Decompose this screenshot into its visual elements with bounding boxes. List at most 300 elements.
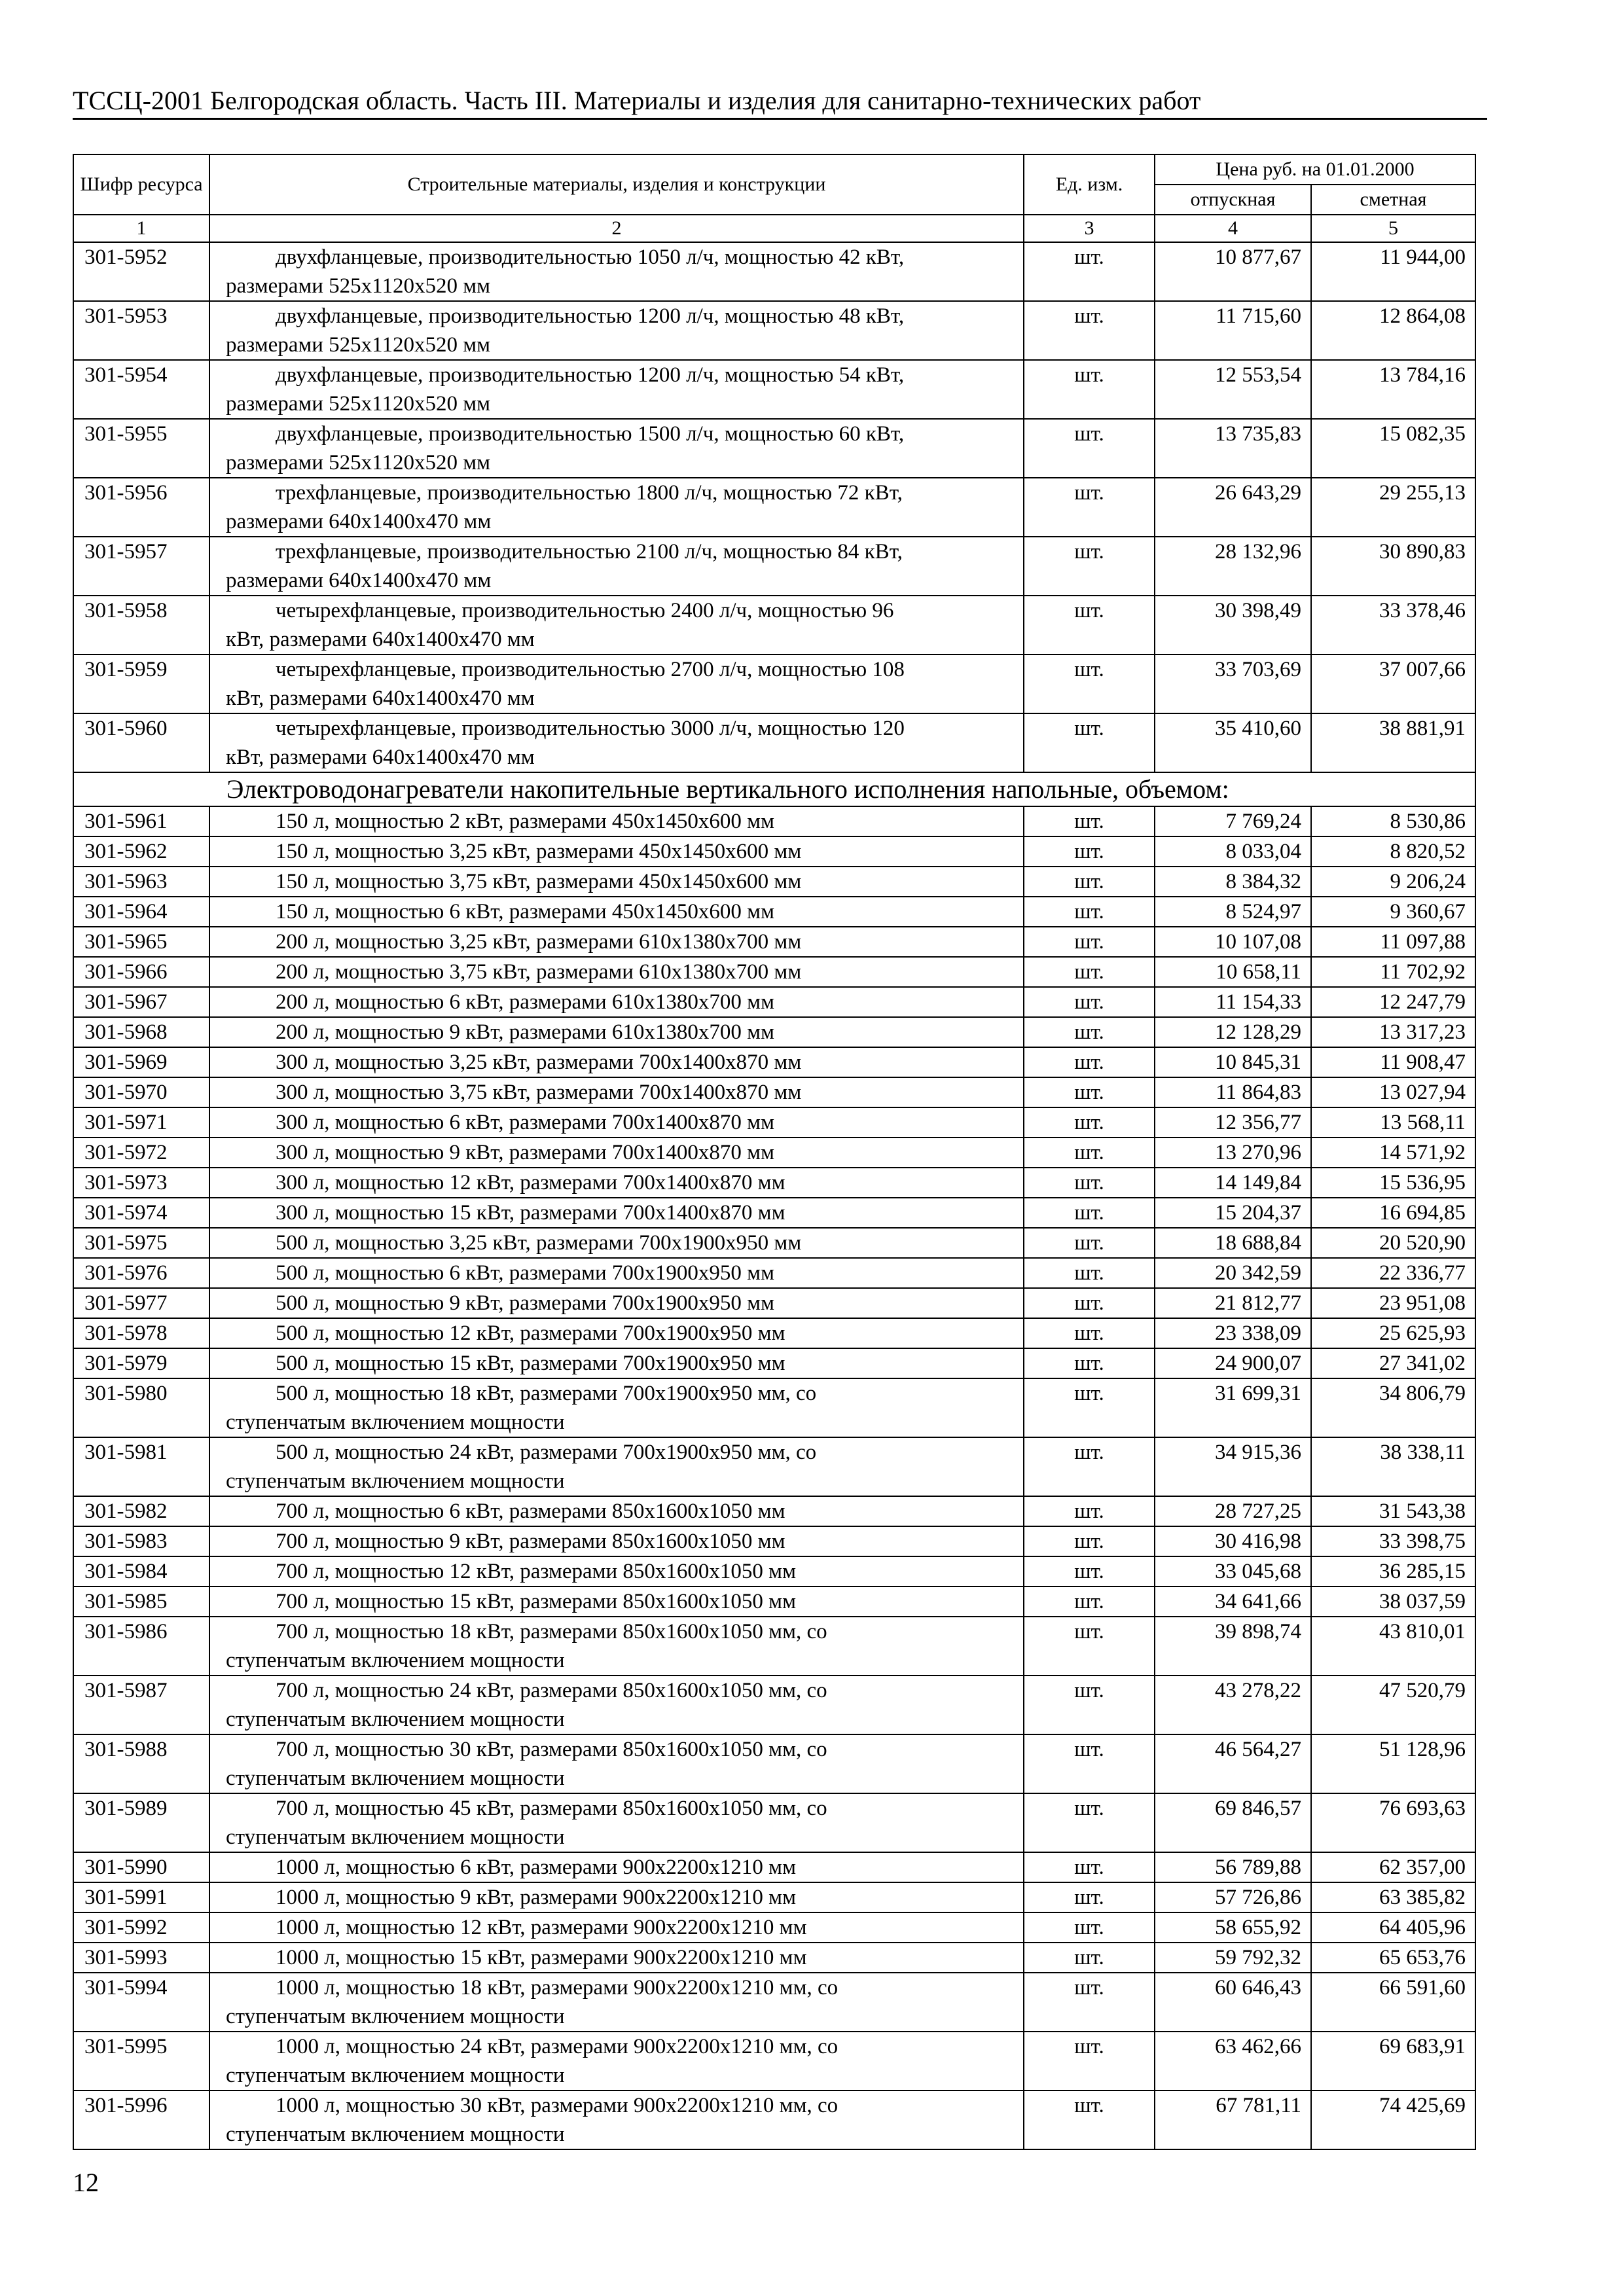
release-price: 31 699,31: [1155, 1378, 1311, 1437]
unit-of-measure: шт.: [1024, 1107, 1155, 1138]
description-line: размерами 525х1120х520 мм: [226, 274, 490, 298]
estimate-price: 31 543,38: [1311, 1496, 1475, 1526]
table-row: [73, 478, 1475, 537]
item-description: [209, 1258, 1024, 1288]
release-price: 63 462,66: [1155, 2032, 1311, 2090]
table-row: [73, 1676, 1475, 1734]
estimate-price: 37 007,66: [1311, 655, 1475, 713]
description-line: 150 л, мощностью 6 кВт, размерами 450х1450х600 мм: [276, 900, 774, 924]
item-description: [209, 1107, 1024, 1138]
release-price: 10 877,67: [1155, 242, 1311, 301]
resource-code: 301-5963: [73, 867, 209, 897]
table-row: [73, 1228, 1475, 1258]
item-description: [209, 1912, 1024, 1943]
item-description: [209, 537, 1024, 596]
unit-of-measure: шт.: [1024, 1138, 1155, 1168]
unit-of-measure: шт.: [1024, 1047, 1155, 1077]
table-row: [73, 1378, 1475, 1437]
description-line: 200 л, мощностью 3,25 кВт, размерами 610х1380х700 мм: [276, 930, 802, 954]
unit-of-measure: шт.: [1024, 1556, 1155, 1587]
unit-of-measure: шт.: [1024, 1676, 1155, 1734]
table-row: [73, 957, 1475, 987]
description-line: 1000 л, мощностью 18 кВт, размерами 900х2200х1210 мм, со: [276, 1976, 839, 2000]
resource-code: 301-5971: [73, 1107, 209, 1138]
unit-of-measure: шт.: [1024, 301, 1155, 360]
table-row: [73, 1258, 1475, 1288]
unit-of-measure: шт.: [1024, 2090, 1155, 2149]
table-row: [73, 987, 1475, 1017]
item-description: [209, 419, 1024, 478]
column-number: 5: [1311, 215, 1475, 242]
estimate-price: 65 653,76: [1311, 1943, 1475, 1973]
release-price: 58 655,92: [1155, 1912, 1311, 1943]
item-description: [209, 1288, 1024, 1318]
release-price: 28 727,25: [1155, 1496, 1311, 1526]
resource-code: 301-5958: [73, 596, 209, 655]
description-line: размерами 525х1120х520 мм: [226, 451, 490, 475]
estimate-price: 8 820,52: [1311, 836, 1475, 867]
estimate-price: 43 810,01: [1311, 1617, 1475, 1676]
description-line: 500 л, мощностью 9 кВт, размерами 700х1900х950 мм: [276, 1291, 774, 1315]
description-line: 700 л, мощностью 15 кВт, размерами 850х1600х1050 мм: [276, 1590, 796, 1613]
table-row: [73, 1587, 1475, 1617]
description-line: 1000 л, мощностью 6 кВт, размерами 900х2200х1210 мм: [276, 1856, 796, 1879]
estimate-price: 63 385,82: [1311, 1882, 1475, 1912]
item-description: [209, 1318, 1024, 1348]
release-price: 15 204,37: [1155, 1198, 1311, 1228]
release-price: 33 045,68: [1155, 1556, 1311, 1587]
header-price: Цена руб. на 01.01.2000: [1155, 154, 1475, 185]
description-line: 500 л, мощностью 12 кВт, размерами 700х1900х950 мм: [276, 1321, 785, 1345]
description-line: ступенчатым включением мощности: [226, 1469, 565, 1493]
table-row: [73, 1107, 1475, 1138]
table-row: [73, 1793, 1475, 1852]
item-description: [209, 2032, 1024, 2090]
release-price: 11 715,60: [1155, 301, 1311, 360]
description-line: 300 л, мощностью 9 кВт, размерами 700х1400х870 мм: [276, 1141, 774, 1164]
unit-of-measure: шт.: [1024, 1734, 1155, 1793]
item-description: [209, 713, 1024, 772]
item-description: [209, 1017, 1024, 1047]
table-row: [73, 806, 1475, 836]
table-row: [73, 596, 1475, 655]
unit-of-measure: шт.: [1024, 957, 1155, 987]
table-row: [73, 1437, 1475, 1496]
page-number: 12: [73, 2168, 99, 2197]
unit-of-measure: шт.: [1024, 1496, 1155, 1526]
unit-of-measure: шт.: [1024, 1973, 1155, 2032]
unit-of-measure: шт.: [1024, 360, 1155, 419]
table-row: [73, 655, 1475, 713]
unit-of-measure: шт.: [1024, 1793, 1155, 1852]
column-number-row: [73, 215, 1475, 242]
unit-of-measure: шт.: [1024, 1617, 1155, 1676]
resource-code: 301-5964: [73, 897, 209, 927]
item-description: [209, 1437, 1024, 1496]
release-price: 11 154,33: [1155, 987, 1311, 1017]
description-line: 700 л, мощностью 18 кВт, размерами 850х1600х1050 мм, со: [276, 1620, 827, 1643]
estimate-price: 36 285,15: [1311, 1556, 1475, 1587]
column-number: 2: [209, 215, 1024, 242]
resource-code: 301-5956: [73, 478, 209, 537]
estimate-price: 25 625,93: [1311, 1318, 1475, 1348]
unit-of-measure: шт.: [1024, 1852, 1155, 1882]
item-description: [209, 957, 1024, 987]
unit-of-measure: шт.: [1024, 927, 1155, 957]
description-line: 1000 л, мощностью 9 кВт, размерами 900х2200х1210 мм: [276, 1886, 796, 1909]
description-line: ступенчатым включением мощности: [226, 2005, 565, 2028]
release-price: 69 846,57: [1155, 1793, 1311, 1852]
release-price: 33 703,69: [1155, 655, 1311, 713]
item-description: [209, 1348, 1024, 1378]
table-row: [73, 1526, 1475, 1556]
unit-of-measure: шт.: [1024, 2032, 1155, 2090]
unit-of-measure: шт.: [1024, 1587, 1155, 1617]
estimate-price: 13 784,16: [1311, 360, 1475, 419]
resource-code: 301-5968: [73, 1017, 209, 1047]
description-line: ступенчатым включением мощности: [226, 1410, 565, 1434]
table-header-row: [73, 154, 1475, 185]
estimate-price: 8 530,86: [1311, 806, 1475, 836]
estimate-price: 11 702,92: [1311, 957, 1475, 987]
description-line: 500 л, мощностью 18 кВт, размерами 700х1900х950 мм, со: [276, 1382, 817, 1405]
item-description: [209, 867, 1024, 897]
estimate-price: 13 027,94: [1311, 1077, 1475, 1107]
estimate-price: 9 360,67: [1311, 897, 1475, 927]
description-line: ступенчатым включением мощности: [226, 1649, 565, 1672]
description-line: 1000 л, мощностью 24 кВт, размерами 900х2200х1210 мм, со: [276, 2035, 839, 2058]
estimate-price: 51 128,96: [1311, 1734, 1475, 1793]
resource-code: 301-5993: [73, 1943, 209, 1973]
description-line: кВт, размерами 640х1400х470 мм: [226, 745, 535, 769]
release-price: 21 812,77: [1155, 1288, 1311, 1318]
column-number: 4: [1155, 215, 1311, 242]
item-description: [209, 897, 1024, 927]
item-description: [209, 987, 1024, 1017]
table-row: [73, 713, 1475, 772]
unit-of-measure: шт.: [1024, 1288, 1155, 1318]
table-row: [73, 1973, 1475, 2032]
release-price: 8 033,04: [1155, 836, 1311, 867]
item-description: [209, 360, 1024, 419]
unit-of-measure: шт.: [1024, 987, 1155, 1017]
unit-of-measure: шт.: [1024, 1258, 1155, 1288]
release-price: 59 792,32: [1155, 1943, 1311, 1973]
unit-of-measure: шт.: [1024, 1198, 1155, 1228]
resource-code: 301-5979: [73, 1348, 209, 1378]
header-rule: [73, 118, 1487, 120]
release-price: 67 781,11: [1155, 2090, 1311, 2149]
description-line: 300 л, мощностью 15 кВт, размерами 700х1400х870 мм: [276, 1201, 785, 1225]
release-price: 56 789,88: [1155, 1852, 1311, 1882]
resource-code: 301-5986: [73, 1617, 209, 1676]
estimate-price: 16 694,85: [1311, 1198, 1475, 1228]
description-line: ступенчатым включением мощности: [226, 2064, 565, 2087]
resource-code: 301-5974: [73, 1198, 209, 1228]
description-line: двухфланцевые, производительностью 1500 л/ч, мощностью 60 кВт,: [276, 422, 905, 446]
description-line: 1000 л, мощностью 30 кВт, размерами 900х2200х1210 мм, со: [276, 2094, 839, 2117]
header-price-estimate: сметная: [1311, 185, 1475, 215]
release-price: 20 342,59: [1155, 1258, 1311, 1288]
unit-of-measure: шт.: [1024, 1526, 1155, 1556]
item-description: [209, 1198, 1024, 1228]
description-line: 700 л, мощностью 6 кВт, размерами 850х1600х1050 мм: [276, 1499, 785, 1523]
item-description: [209, 1077, 1024, 1107]
release-price: 43 278,22: [1155, 1676, 1311, 1734]
estimate-price: 33 398,75: [1311, 1526, 1475, 1556]
estimate-price: 29 255,13: [1311, 478, 1475, 537]
resource-code: 301-5991: [73, 1882, 209, 1912]
estimate-price: 9 206,24: [1311, 867, 1475, 897]
description-line: ступенчатым включением мощности: [226, 1767, 565, 1790]
estimate-price: 38 338,11: [1311, 1437, 1475, 1496]
estimate-price: 47 520,79: [1311, 1676, 1475, 1734]
release-price: 10 658,11: [1155, 957, 1311, 987]
section-title: Электроводонагреватели накопительные вертикального исполнения напольные, объемом:: [73, 772, 1475, 806]
unit-of-measure: шт.: [1024, 867, 1155, 897]
resource-code: 301-5973: [73, 1168, 209, 1198]
table-row: [73, 897, 1475, 927]
release-price: 8 384,32: [1155, 867, 1311, 897]
release-price: 39 898,74: [1155, 1617, 1311, 1676]
table-row: [73, 1138, 1475, 1168]
release-price: 10 107,08: [1155, 927, 1311, 957]
table-row: [73, 1017, 1475, 1047]
unit-of-measure: шт.: [1024, 1168, 1155, 1198]
description-line: 300 л, мощностью 3,75 кВт, размерами 700х1400х870 мм: [276, 1081, 802, 1104]
estimate-price: 33 378,46: [1311, 596, 1475, 655]
column-number: 3: [1024, 215, 1155, 242]
resource-code: 301-5992: [73, 1912, 209, 1943]
estimate-price: 34 806,79: [1311, 1378, 1475, 1437]
unit-of-measure: шт.: [1024, 1228, 1155, 1258]
table-row: [73, 360, 1475, 419]
description-line: ступенчатым включением мощности: [226, 1708, 565, 1731]
description-line: размерами 525х1120х520 мм: [226, 333, 490, 357]
release-price: 7 769,24: [1155, 806, 1311, 836]
release-price: 30 416,98: [1155, 1526, 1311, 1556]
description-line: 1000 л, мощностью 12 кВт, размерами 900х2200х1210 мм: [276, 1916, 807, 1939]
release-price: 14 149,84: [1155, 1168, 1311, 1198]
table-row: [73, 1882, 1475, 1912]
resource-code: 301-5976: [73, 1258, 209, 1288]
item-description: [209, 1526, 1024, 1556]
resource-code: 301-5970: [73, 1077, 209, 1107]
release-price: 13 270,96: [1155, 1138, 1311, 1168]
unit-of-measure: шт.: [1024, 713, 1155, 772]
table-row: [73, 1077, 1475, 1107]
header-name: Строительные материалы, изделия и конструкции: [209, 154, 1024, 215]
table-row: [73, 1943, 1475, 1973]
table-row: [73, 1734, 1475, 1793]
description-line: 700 л, мощностью 45 кВт, размерами 850х1600х1050 мм, со: [276, 1797, 827, 1820]
unit-of-measure: шт.: [1024, 1378, 1155, 1437]
release-price: 57 726,86: [1155, 1882, 1311, 1912]
resource-code: 301-5985: [73, 1587, 209, 1617]
unit-of-measure: шт.: [1024, 655, 1155, 713]
resource-code: 301-5957: [73, 537, 209, 596]
estimate-price: 69 683,91: [1311, 2032, 1475, 2090]
resource-code: 301-5955: [73, 419, 209, 478]
resource-code: 301-5980: [73, 1378, 209, 1437]
item-description: [209, 1047, 1024, 1077]
description-line: четырехфланцевые, производительностью 2400 л/ч, мощностью 96: [276, 599, 894, 622]
estimate-price: 38 881,91: [1311, 713, 1475, 772]
release-price: 34 641,66: [1155, 1587, 1311, 1617]
item-description: [209, 1852, 1024, 1882]
estimate-price: 12 864,08: [1311, 301, 1475, 360]
item-description: [209, 1973, 1024, 2032]
description-line: 150 л, мощностью 2 кВт, размерами 450х1450х600 мм: [276, 810, 774, 833]
release-price: 35 410,60: [1155, 713, 1311, 772]
description-line: размерами 640х1400х470 мм: [226, 569, 492, 592]
table-row: [73, 867, 1475, 897]
resource-code: 301-5954: [73, 360, 209, 419]
estimate-price: 13 317,23: [1311, 1017, 1475, 1047]
release-price: 60 646,43: [1155, 1973, 1311, 2032]
item-description: [209, 1556, 1024, 1587]
resource-code: 301-5977: [73, 1288, 209, 1318]
description-line: 200 л, мощностью 9 кВт, размерами 610х1380х700 мм: [276, 1020, 774, 1044]
item-description: [209, 1617, 1024, 1676]
resource-code: 301-5967: [73, 987, 209, 1017]
release-price: 12 356,77: [1155, 1107, 1311, 1138]
resource-code: 301-5988: [73, 1734, 209, 1793]
resource-code: 301-5994: [73, 1973, 209, 2032]
table-row: [73, 1617, 1475, 1676]
description-line: 300 л, мощностью 12 кВт, размерами 700х1400х870 мм: [276, 1171, 785, 1194]
description-line: размерами 525х1120х520 мм: [226, 392, 490, 416]
table-row: [73, 1852, 1475, 1882]
item-description: [209, 1943, 1024, 1973]
resource-code: 301-5975: [73, 1228, 209, 1258]
resource-code: 301-5982: [73, 1496, 209, 1526]
resource-code: 301-5966: [73, 957, 209, 987]
table-row: [73, 1348, 1475, 1378]
unit-of-measure: шт.: [1024, 1912, 1155, 1943]
release-price: 26 643,29: [1155, 478, 1311, 537]
release-price: 24 900,07: [1155, 1348, 1311, 1378]
estimate-price: 12 247,79: [1311, 987, 1475, 1017]
table-row: [73, 1198, 1475, 1228]
release-price: 10 845,31: [1155, 1047, 1311, 1077]
description-line: кВт, размерами 640х1400х470 мм: [226, 628, 535, 651]
resource-code: 301-5990: [73, 1852, 209, 1882]
resource-code: 301-5962: [73, 836, 209, 867]
table-row: [73, 1556, 1475, 1587]
resource-code: 301-5996: [73, 2090, 209, 2149]
description-line: четырехфланцевые, производительностью 2700 л/ч, мощностью 108: [276, 658, 905, 681]
item-description: [209, 927, 1024, 957]
table-row: [73, 2032, 1475, 2090]
estimate-price: 64 405,96: [1311, 1912, 1475, 1943]
page-title: ТССЦ-2001 Белгородская область. Часть III. Материалы и изделия для санитарно-технических работ: [73, 86, 1201, 115]
item-description: [209, 1676, 1024, 1734]
header-unit: Ед. изм.: [1024, 154, 1155, 215]
price-table: [73, 154, 1476, 2150]
item-description: [209, 1228, 1024, 1258]
item-description: [209, 1496, 1024, 1526]
description-line: 500 л, мощностью 24 кВт, размерами 700х1900х950 мм, со: [276, 1441, 817, 1464]
release-price: 12 553,54: [1155, 360, 1311, 419]
table-row: [73, 537, 1475, 596]
item-description: [209, 301, 1024, 360]
unit-of-measure: шт.: [1024, 806, 1155, 836]
item-description: [209, 1793, 1024, 1852]
table-row: [73, 1318, 1475, 1348]
description-line: 700 л, мощностью 30 кВт, размерами 850х1600х1050 мм, со: [276, 1738, 827, 1761]
item-description: [209, 655, 1024, 713]
description-line: 700 л, мощностью 12 кВт, размерами 850х1600х1050 мм: [276, 1560, 796, 1583]
table-row: [73, 1288, 1475, 1318]
release-price: 28 132,96: [1155, 537, 1311, 596]
resource-code: 301-5995: [73, 2032, 209, 2090]
estimate-price: 15 536,95: [1311, 1168, 1475, 1198]
estimate-price: 74 425,69: [1311, 2090, 1475, 2149]
estimate-price: 14 571,92: [1311, 1138, 1475, 1168]
unit-of-measure: шт.: [1024, 1437, 1155, 1496]
release-price: 46 564,27: [1155, 1734, 1311, 1793]
description-line: ступенчатым включением мощности: [226, 1825, 565, 1849]
description-line: 300 л, мощностью 3,25 кВт, размерами 700х1400х870 мм: [276, 1050, 802, 1074]
item-description: [209, 806, 1024, 836]
description-line: трехфланцевые, производительностью 1800 л/ч, мощностью 72 кВт,: [276, 481, 903, 505]
estimate-price: 11 097,88: [1311, 927, 1475, 957]
item-description: [209, 1168, 1024, 1198]
item-description: [209, 1587, 1024, 1617]
item-description: [209, 1138, 1024, 1168]
description-line: 500 л, мощностью 3,25 кВт, размерами 700х1900х950 мм: [276, 1231, 802, 1255]
release-price: 12 128,29: [1155, 1017, 1311, 1047]
description-line: 300 л, мощностью 6 кВт, размерами 700х1400х870 мм: [276, 1111, 774, 1134]
unit-of-measure: шт.: [1024, 897, 1155, 927]
estimate-price: 20 520,90: [1311, 1228, 1475, 1258]
estimate-price: 66 591,60: [1311, 1973, 1475, 2032]
release-price: 11 864,83: [1155, 1077, 1311, 1107]
column-number: 1: [73, 215, 209, 242]
unit-of-measure: шт.: [1024, 1882, 1155, 1912]
table-row: [73, 419, 1475, 478]
item-description: [209, 2090, 1024, 2149]
resource-code: 301-5981: [73, 1437, 209, 1496]
resource-code: 301-5960: [73, 713, 209, 772]
unit-of-measure: шт.: [1024, 596, 1155, 655]
unit-of-measure: шт.: [1024, 1077, 1155, 1107]
item-description: [209, 596, 1024, 655]
unit-of-measure: шт.: [1024, 419, 1155, 478]
resource-code: 301-5972: [73, 1138, 209, 1168]
header-price-release: отпускная: [1155, 185, 1311, 215]
description-line: ступенчатым включением мощности: [226, 2123, 565, 2146]
description-line: 150 л, мощностью 3,25 кВт, размерами 450х1450х600 мм: [276, 840, 802, 863]
resource-code: 301-5959: [73, 655, 209, 713]
description-line: кВт, размерами 640х1400х470 мм: [226, 687, 535, 710]
resource-code: 301-5989: [73, 1793, 209, 1852]
resource-code: 301-5965: [73, 927, 209, 957]
table-row: [73, 1168, 1475, 1198]
estimate-price: 15 082,35: [1311, 419, 1475, 478]
table-row: [73, 927, 1475, 957]
description-line: трехфланцевые, производительностью 2100 л/ч, мощностью 84 кВт,: [276, 540, 903, 564]
unit-of-measure: шт.: [1024, 242, 1155, 301]
estimate-price: 27 341,02: [1311, 1348, 1475, 1378]
item-description: [209, 1882, 1024, 1912]
resource-code: 301-5983: [73, 1526, 209, 1556]
release-price: 30 398,49: [1155, 596, 1311, 655]
item-description: [209, 478, 1024, 537]
description-line: 150 л, мощностью 3,75 кВт, размерами 450х1450х600 мм: [276, 870, 802, 893]
description-line: 1000 л, мощностью 15 кВт, размерами 900х2200х1210 мм: [276, 1946, 807, 1969]
